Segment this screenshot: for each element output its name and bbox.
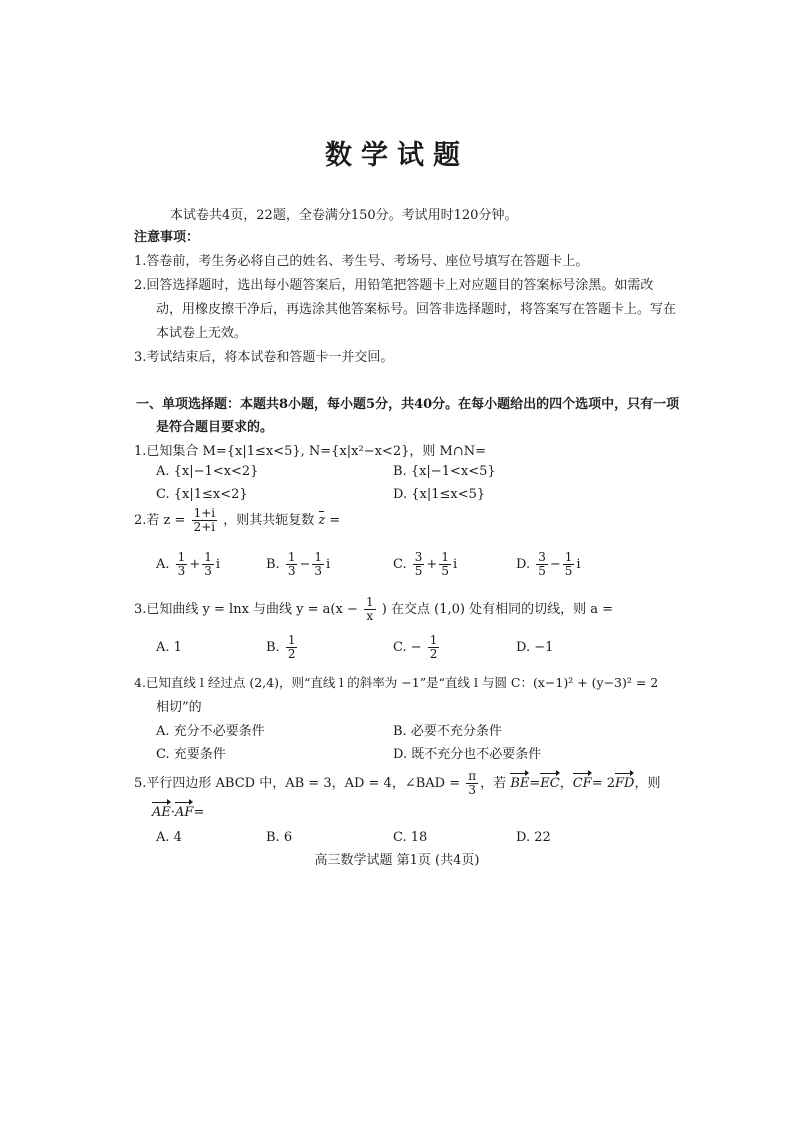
question-4-stem-cont: 相切”的 [156, 700, 202, 715]
denominator: 5 [564, 564, 573, 578]
fraction [312, 551, 324, 578]
q5-text: ，若 [480, 776, 507, 791]
q2-lead: 2.若 z = [134, 513, 186, 528]
option-label: C. − [393, 640, 422, 655]
vector-ec: EC [540, 776, 560, 791]
numerator: 1 [204, 550, 212, 564]
vector-af: AF [175, 805, 194, 820]
dot-operator: · [170, 805, 176, 820]
notice-line: 2.回答选择题时，选出每小题答案后，用铅笔把答题卡上对应题目的答案标号涂黑。如需改 [134, 278, 654, 293]
q5-lead: 5.平行四边形 ABCD 中，AB = 3，AD = 4，∠BAD = [134, 776, 461, 791]
question-5-option-d: D. 22 [516, 830, 551, 845]
imaginary-unit: i [326, 557, 331, 572]
q3-fraction [364, 596, 376, 623]
q2-denominator: 2+i [193, 520, 216, 534]
fraction [286, 551, 298, 578]
denominator: 2 [287, 647, 296, 661]
numerator: 1 [366, 595, 374, 609]
notice-line: 动，用橡皮擦干净后，再选涂其他答案标号。回答非选择题时，将答案写在答题卡上。写在 [156, 302, 677, 317]
question-4-option-d: D. 既不充分也不必要条件 [393, 747, 542, 762]
question-5-option-b: B. 6 [266, 830, 293, 845]
equals: = [193, 805, 205, 820]
fraction [428, 634, 440, 661]
q2-equals: = [329, 513, 341, 528]
question-3-option-a: A. 1 [156, 640, 182, 655]
question-2-option-c [393, 551, 457, 578]
notice-line: 本试卷上无效。 [156, 326, 248, 341]
operator: + [426, 557, 438, 572]
numerator: 1 [177, 550, 186, 564]
q2-conjugate-z: z [318, 513, 326, 528]
question-4-option-a: A. 充分不必要条件 [156, 724, 265, 739]
imaginary-unit: i [452, 557, 458, 572]
question-1-option-c: C. {x|1≤x<2} [156, 487, 248, 502]
exam-intro: 本试卷共4页，22题，全卷满分150分。考试用时120分钟。 [170, 208, 518, 223]
denominator: x [366, 609, 374, 623]
numerator: 3 [538, 550, 546, 564]
denominator: 3 [314, 564, 323, 578]
vector-cf: CF [572, 776, 592, 791]
fraction [413, 551, 425, 578]
question-5-stem [134, 770, 660, 797]
denominator: 3 [287, 564, 296, 578]
question-2-option-b [266, 551, 330, 578]
vector-be: BE [510, 776, 530, 791]
question-3-option-c [393, 634, 441, 661]
fraction [286, 634, 298, 661]
vector-fd: FD [614, 776, 635, 791]
denominator: 5 [414, 564, 423, 578]
question-5-option-a: A. 4 [156, 830, 182, 845]
separator: ， [559, 776, 573, 791]
denominator: 3 [204, 564, 212, 578]
equals: = 2 [591, 776, 615, 791]
fraction [563, 551, 575, 578]
numerator: 3 [414, 550, 423, 564]
question-1-stem: 1.已知集合 M={x|1≤x<5}, N={x|x²−x<2}，则 M∩N= [134, 444, 486, 459]
question-3-stem [134, 596, 613, 623]
option-label: B. [266, 557, 280, 572]
numerator: π [468, 769, 477, 783]
question-5-option-c: C. 18 [393, 830, 428, 845]
notice-line: 3.考试结束后，将本试卷和答题卡一并交回。 [134, 350, 394, 365]
numerator: 1 [314, 550, 323, 564]
question-1-option-b: B. {x|−1<x<5} [393, 464, 496, 479]
operator: − [549, 557, 561, 572]
question-3-option-b [266, 634, 299, 661]
fraction [536, 551, 548, 578]
section-heading: 一、单项选择题：本题共8小题，每小题5分，共40分。在每小题给出的四个选项中，只有一项 [136, 397, 680, 412]
denominator: 3 [468, 783, 477, 797]
fraction [202, 551, 214, 578]
operator: − [299, 557, 311, 572]
question-2-stem [134, 507, 340, 534]
section-heading-cont: 是符合题目要求的。 [156, 420, 274, 435]
q5-text: ，则 [634, 776, 661, 791]
question-4-option-b: B. 必要不充分条件 [393, 724, 502, 739]
imaginary-unit: i [576, 557, 581, 572]
option-label: B. [266, 640, 280, 655]
option-label: D. [516, 557, 531, 572]
fraction [439, 551, 451, 578]
question-1-option-d: D. {x|1≤x<5} [393, 487, 486, 502]
q5-angle-fraction [466, 770, 478, 797]
operator: + [189, 557, 201, 572]
q2-tail: ，则其共轭复数 [223, 513, 315, 528]
q2-numerator: 1+i [193, 506, 216, 520]
equals: = [529, 776, 541, 791]
question-1-option-a: A. {x|−1<x<2} [156, 464, 259, 479]
denominator: 2 [429, 647, 438, 661]
notice-line: 1.答卷前，考生务必将自己的姓名、考生号、考场号、座位号填写在答题卡上。 [134, 254, 589, 269]
option-label: C. [393, 557, 407, 572]
question-3-option-d: D. −1 [516, 640, 554, 655]
question-2-option-a [156, 551, 220, 578]
numerator: 1 [287, 633, 296, 647]
q2-fraction [192, 507, 218, 534]
numerator: 1 [287, 550, 296, 564]
numerator: 1 [564, 550, 573, 564]
denominator: 3 [177, 564, 186, 578]
option-label: A. [156, 557, 170, 572]
imaginary-unit: i [215, 557, 221, 572]
denominator: 5 [441, 564, 449, 578]
fraction [176, 551, 188, 578]
question-2-option-d [516, 551, 581, 578]
question-5-stem-cont [152, 805, 204, 820]
question-4-stem: 4.已知直线 l 经过点 (2,4)，则“直线 l 的斜率为 −1”是“直线 l 与圆 C：(x−1)² + (y−3)² = 2 [134, 675, 659, 690]
page-footer: 高三数学试题 第1页 (共4页) [314, 853, 480, 868]
numerator: 1 [429, 633, 438, 647]
q3-lead: 3.已知曲线 y = lnx 与曲线 y = a(x − [134, 602, 358, 617]
denominator: 5 [538, 564, 546, 578]
notice-heading: 注意事项： [134, 230, 200, 245]
page-title: 数学试题 [325, 140, 469, 171]
q3-tail: ) 在交点 (1,0) 处有相同的切线，则 a = [381, 602, 613, 617]
question-4-option-c: C. 充要条件 [156, 747, 226, 762]
vector-ae: AE [152, 805, 171, 820]
numerator: 1 [441, 550, 449, 564]
